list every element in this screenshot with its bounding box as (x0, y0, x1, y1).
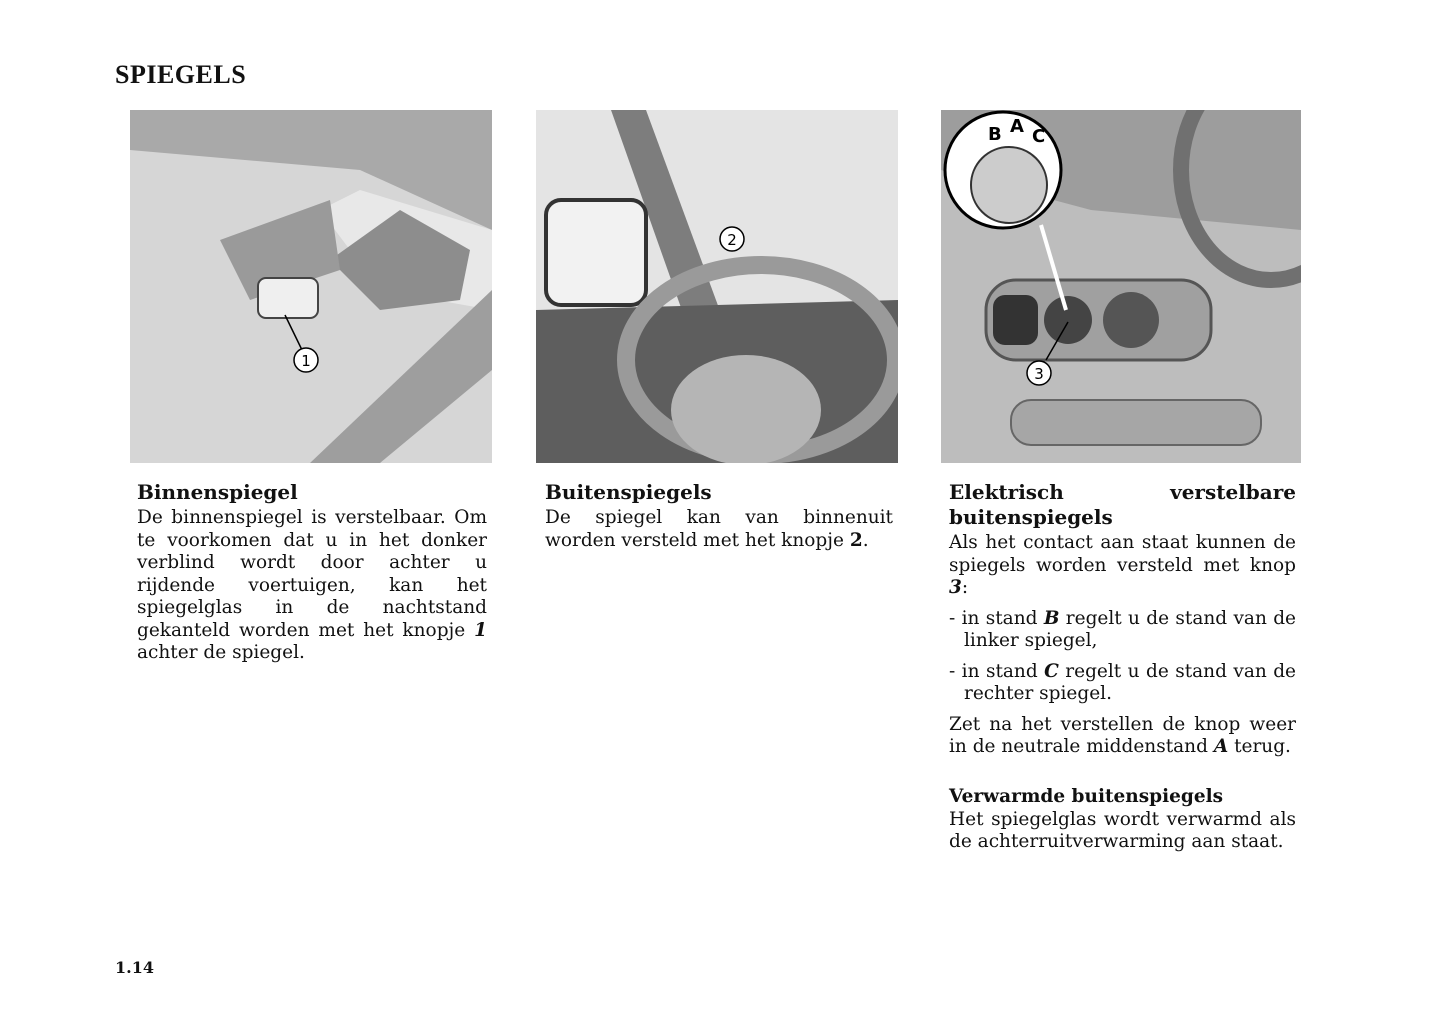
section-heading: Buitenspiegels (545, 480, 712, 504)
photo-interior-mirror (130, 110, 492, 463)
section-heading: Binnenspiegel (137, 480, 298, 504)
page-title: SPIEGELS (115, 60, 247, 89)
list-item: - in stand C regelt u de stand van de rechter spiegel. (949, 660, 1296, 704)
dial-label-a: A (1010, 116, 1024, 137)
callout-1: 1 (301, 352, 311, 370)
subsection-heading: Verwarmde buitenspiegels (949, 785, 1224, 807)
page-number: 1.14 (115, 958, 154, 977)
list-item: - in stand B regelt u de stand van de linker spiegel, (949, 607, 1296, 651)
paragraph: Zet na het verstellen de knop weer in de neutrale middenstand A terug. (949, 713, 1296, 757)
dial-label-b: B (988, 124, 1002, 145)
dial-label-c: C (1032, 126, 1046, 147)
photo-exterior-mirror (536, 110, 898, 463)
paragraph: De binnenspiegel is verstelbaar. Om te voorkomen dat u in het donker verblind wordt door achter u rijdende voertuigen, kan het spiegelglas in de nachtstand gekanteld worden met het knopje 1 achter de spiegel. (137, 507, 487, 663)
paragraph: Het spiegelglas wordt verwarmd als de achterruitverwarming aan staat. (949, 808, 1296, 852)
column-binnenspiegel (137, 480, 487, 673)
column-elektrisch (949, 480, 1296, 862)
column-buitenspiegels (545, 480, 893, 560)
photo-mirror-switch (941, 110, 1301, 463)
section-heading: Elektrisch verstelbare buitenspiegels (949, 480, 1296, 529)
paragraph: Als het contact aan staat kunnen de spiegels worden versteld met knop 3: (949, 532, 1296, 598)
callout-3: 3 (1034, 365, 1044, 383)
paragraph: De spiegel kan van binnenuit worden versteld met het knopje 2. (545, 507, 893, 551)
callout-2: 2 (727, 231, 737, 249)
